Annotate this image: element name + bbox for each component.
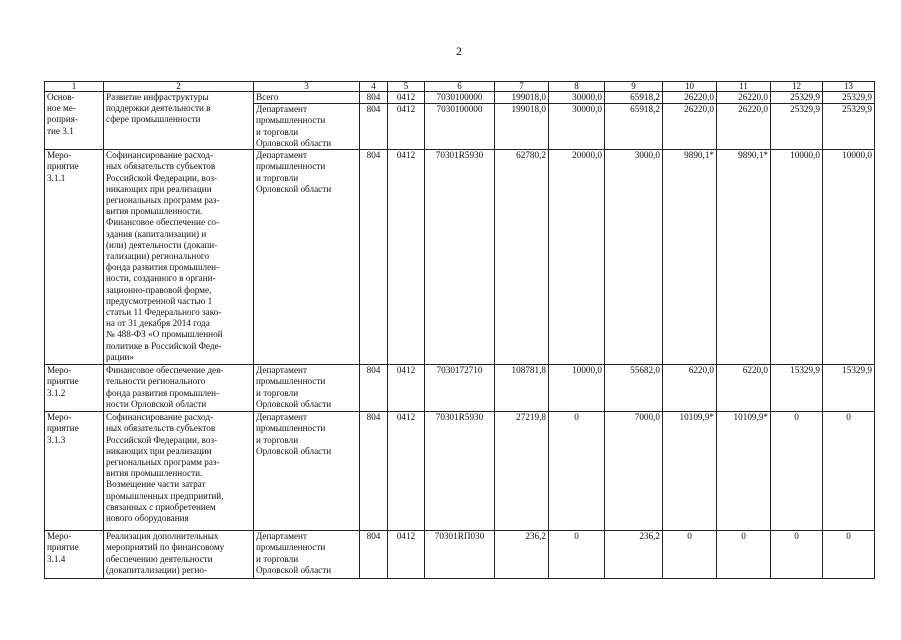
header-cell: 11 xyxy=(717,82,771,92)
row-value: 15329,9 xyxy=(823,365,875,412)
row-rzpr: 0412 xyxy=(388,92,425,104)
row-value: 0 xyxy=(771,412,823,531)
row-description: Софинансирование расход- ных обязательств субъектов Российской Федерации, воз- никающих при реализации региональных программ раз- вития промышленности. Финансовое обеспечение со- здания (капитализации) и (или) деятельности (докапи- тализации) регионального фонда развития промышлен- ности, созданного в органи- зационно-правовой форме, предусмотренной частью 1 статьи 11 Федерального зако- на от 31 декабря 2014 года № 488-ФЗ «О промышленной политике в Российской Феде- рации» xyxy=(104,150,254,365)
row-value: 10109,9* xyxy=(717,412,771,531)
row-label: Меро- приятие 3.1.2 xyxy=(45,365,104,412)
row-value: 0 xyxy=(823,531,875,579)
row-value: 108781,8 xyxy=(495,365,549,412)
row-csr: 70301RП030 xyxy=(425,531,495,579)
row-value: 55682,0 xyxy=(605,365,663,412)
row-rzpr: 0412 xyxy=(388,104,425,150)
row-value: 30000,0 xyxy=(549,104,605,150)
row-gr: 804 xyxy=(360,365,388,412)
row-description: Реализация дополнительных мероприятий по финансовому обеспечению деятельности (докапитализации) регио- xyxy=(104,531,254,579)
header-cell: 4 xyxy=(360,82,388,92)
header-cell: 9 xyxy=(605,82,663,92)
row-value: 3000,0 xyxy=(605,150,663,365)
row-value: 7000,0 xyxy=(605,412,663,531)
row-value: 27219,8 xyxy=(495,412,549,531)
table-header-row xyxy=(45,82,875,92)
table-row xyxy=(45,92,875,104)
row-value: 62780,2 xyxy=(495,150,549,365)
table-row xyxy=(45,412,875,531)
header-cell: 2 xyxy=(104,82,254,92)
row-gr: 804 xyxy=(360,92,388,104)
row-value: 10000,0 xyxy=(549,365,605,412)
row-executor: Департамент промышленности и торговли Орловской области xyxy=(254,412,360,531)
row-value: 65918,2 xyxy=(605,104,663,150)
row-executor: Департамент промышленности и торговли Орловской области xyxy=(254,365,360,412)
header-cell: 8 xyxy=(549,82,605,92)
row-value: 236,2 xyxy=(495,531,549,579)
table-row xyxy=(45,531,875,579)
table-row xyxy=(45,150,875,365)
row-value: 25329,9 xyxy=(823,92,875,104)
row-label: Меро- приятие 3.1.4 xyxy=(45,531,104,579)
row-value: 0 xyxy=(549,531,605,579)
row-value: 199018,0 xyxy=(495,92,549,104)
row-csr: 7030100000 xyxy=(425,104,495,150)
row-csr: 7030172710 xyxy=(425,365,495,412)
row-value: 199018,0 xyxy=(495,104,549,150)
row-value: 25329,9 xyxy=(823,104,875,150)
row-value: 26220,0 xyxy=(717,92,771,104)
row-value: 6220,0 xyxy=(717,365,771,412)
row-value: 0 xyxy=(823,412,875,531)
row-rzpr: 0412 xyxy=(388,365,425,412)
row-gr: 804 xyxy=(360,104,388,150)
row-label: Меро- приятие 3.1.1 xyxy=(45,150,104,365)
row-value: 6220,0 xyxy=(663,365,717,412)
row-value: 0 xyxy=(663,531,717,579)
row-executor: Всего xyxy=(254,92,360,104)
row-description: Финансовое обеспечение дея- тельности регионального фонда развития промышлен- ности Орловской области xyxy=(104,365,254,412)
header-cell: 6 xyxy=(425,82,495,92)
row-value: 26220,0 xyxy=(717,104,771,150)
row-value: 0 xyxy=(771,531,823,579)
row-description: Софинансирование расход- ных обязательств субъектов Российской Федерации, воз- никающих при реализации региональных программ раз- вития промышленности. Возмещение части затрат промышленных предприятий, связанных с приобретением нового оборудования xyxy=(104,412,254,531)
row-gr: 804 xyxy=(360,412,388,531)
row-value: 9890,1* xyxy=(663,150,717,365)
row-value: 65918,2 xyxy=(605,92,663,104)
row-value: 0 xyxy=(549,412,605,531)
row-value: 26220,0 xyxy=(663,104,717,150)
row-value: 15329,9 xyxy=(771,365,823,412)
header-cell: 1 xyxy=(45,82,104,92)
row-executor: Департамент промышленности и торговли Орловской области xyxy=(254,150,360,365)
row-executor: Департамент промышленности и торговли Орловской области xyxy=(254,531,360,579)
row-label: Меро- приятие 3.1.3 xyxy=(45,412,104,531)
row-rzpr: 0412 xyxy=(388,150,425,365)
row-label: Основ- ное ме- роприя- тие 3.1 xyxy=(45,92,104,150)
row-value: 30000,0 xyxy=(549,92,605,104)
row-executor: Департамент промышленности и торговли Орловской области xyxy=(254,104,360,150)
header-cell: 5 xyxy=(388,82,425,92)
row-gr: 804 xyxy=(360,150,388,365)
row-csr: 70301R5930 xyxy=(425,412,495,531)
row-value: 26220,0 xyxy=(663,92,717,104)
row-csr: 7030100000 xyxy=(425,92,495,104)
page-number: 2 xyxy=(456,44,462,58)
row-value: 9890,1* xyxy=(717,150,771,365)
row-value: 20000,0 xyxy=(549,150,605,365)
row-gr: 804 xyxy=(360,531,388,579)
header-cell: 13 xyxy=(823,82,875,92)
row-value: 10000,0 xyxy=(823,150,875,365)
table-row xyxy=(45,365,875,412)
header-cell: 3 xyxy=(254,82,360,92)
budget-table xyxy=(44,81,875,579)
row-rzpr: 0412 xyxy=(388,412,425,531)
header-cell: 10 xyxy=(663,82,717,92)
header-cell: 12 xyxy=(771,82,823,92)
row-value: 25329,9 xyxy=(771,104,823,150)
row-value: 10000,0 xyxy=(771,150,823,365)
row-rzpr: 0412 xyxy=(388,531,425,579)
row-value: 0 xyxy=(717,531,771,579)
row-value: 10109,9* xyxy=(663,412,717,531)
row-csr: 70301R5930 xyxy=(425,150,495,365)
header-cell: 7 xyxy=(495,82,549,92)
row-description: Развитие инфраструктуры поддержки деятельности в сфере промышленности xyxy=(104,92,254,150)
row-value: 25329,9 xyxy=(771,92,823,104)
row-value: 236,2 xyxy=(605,531,663,579)
